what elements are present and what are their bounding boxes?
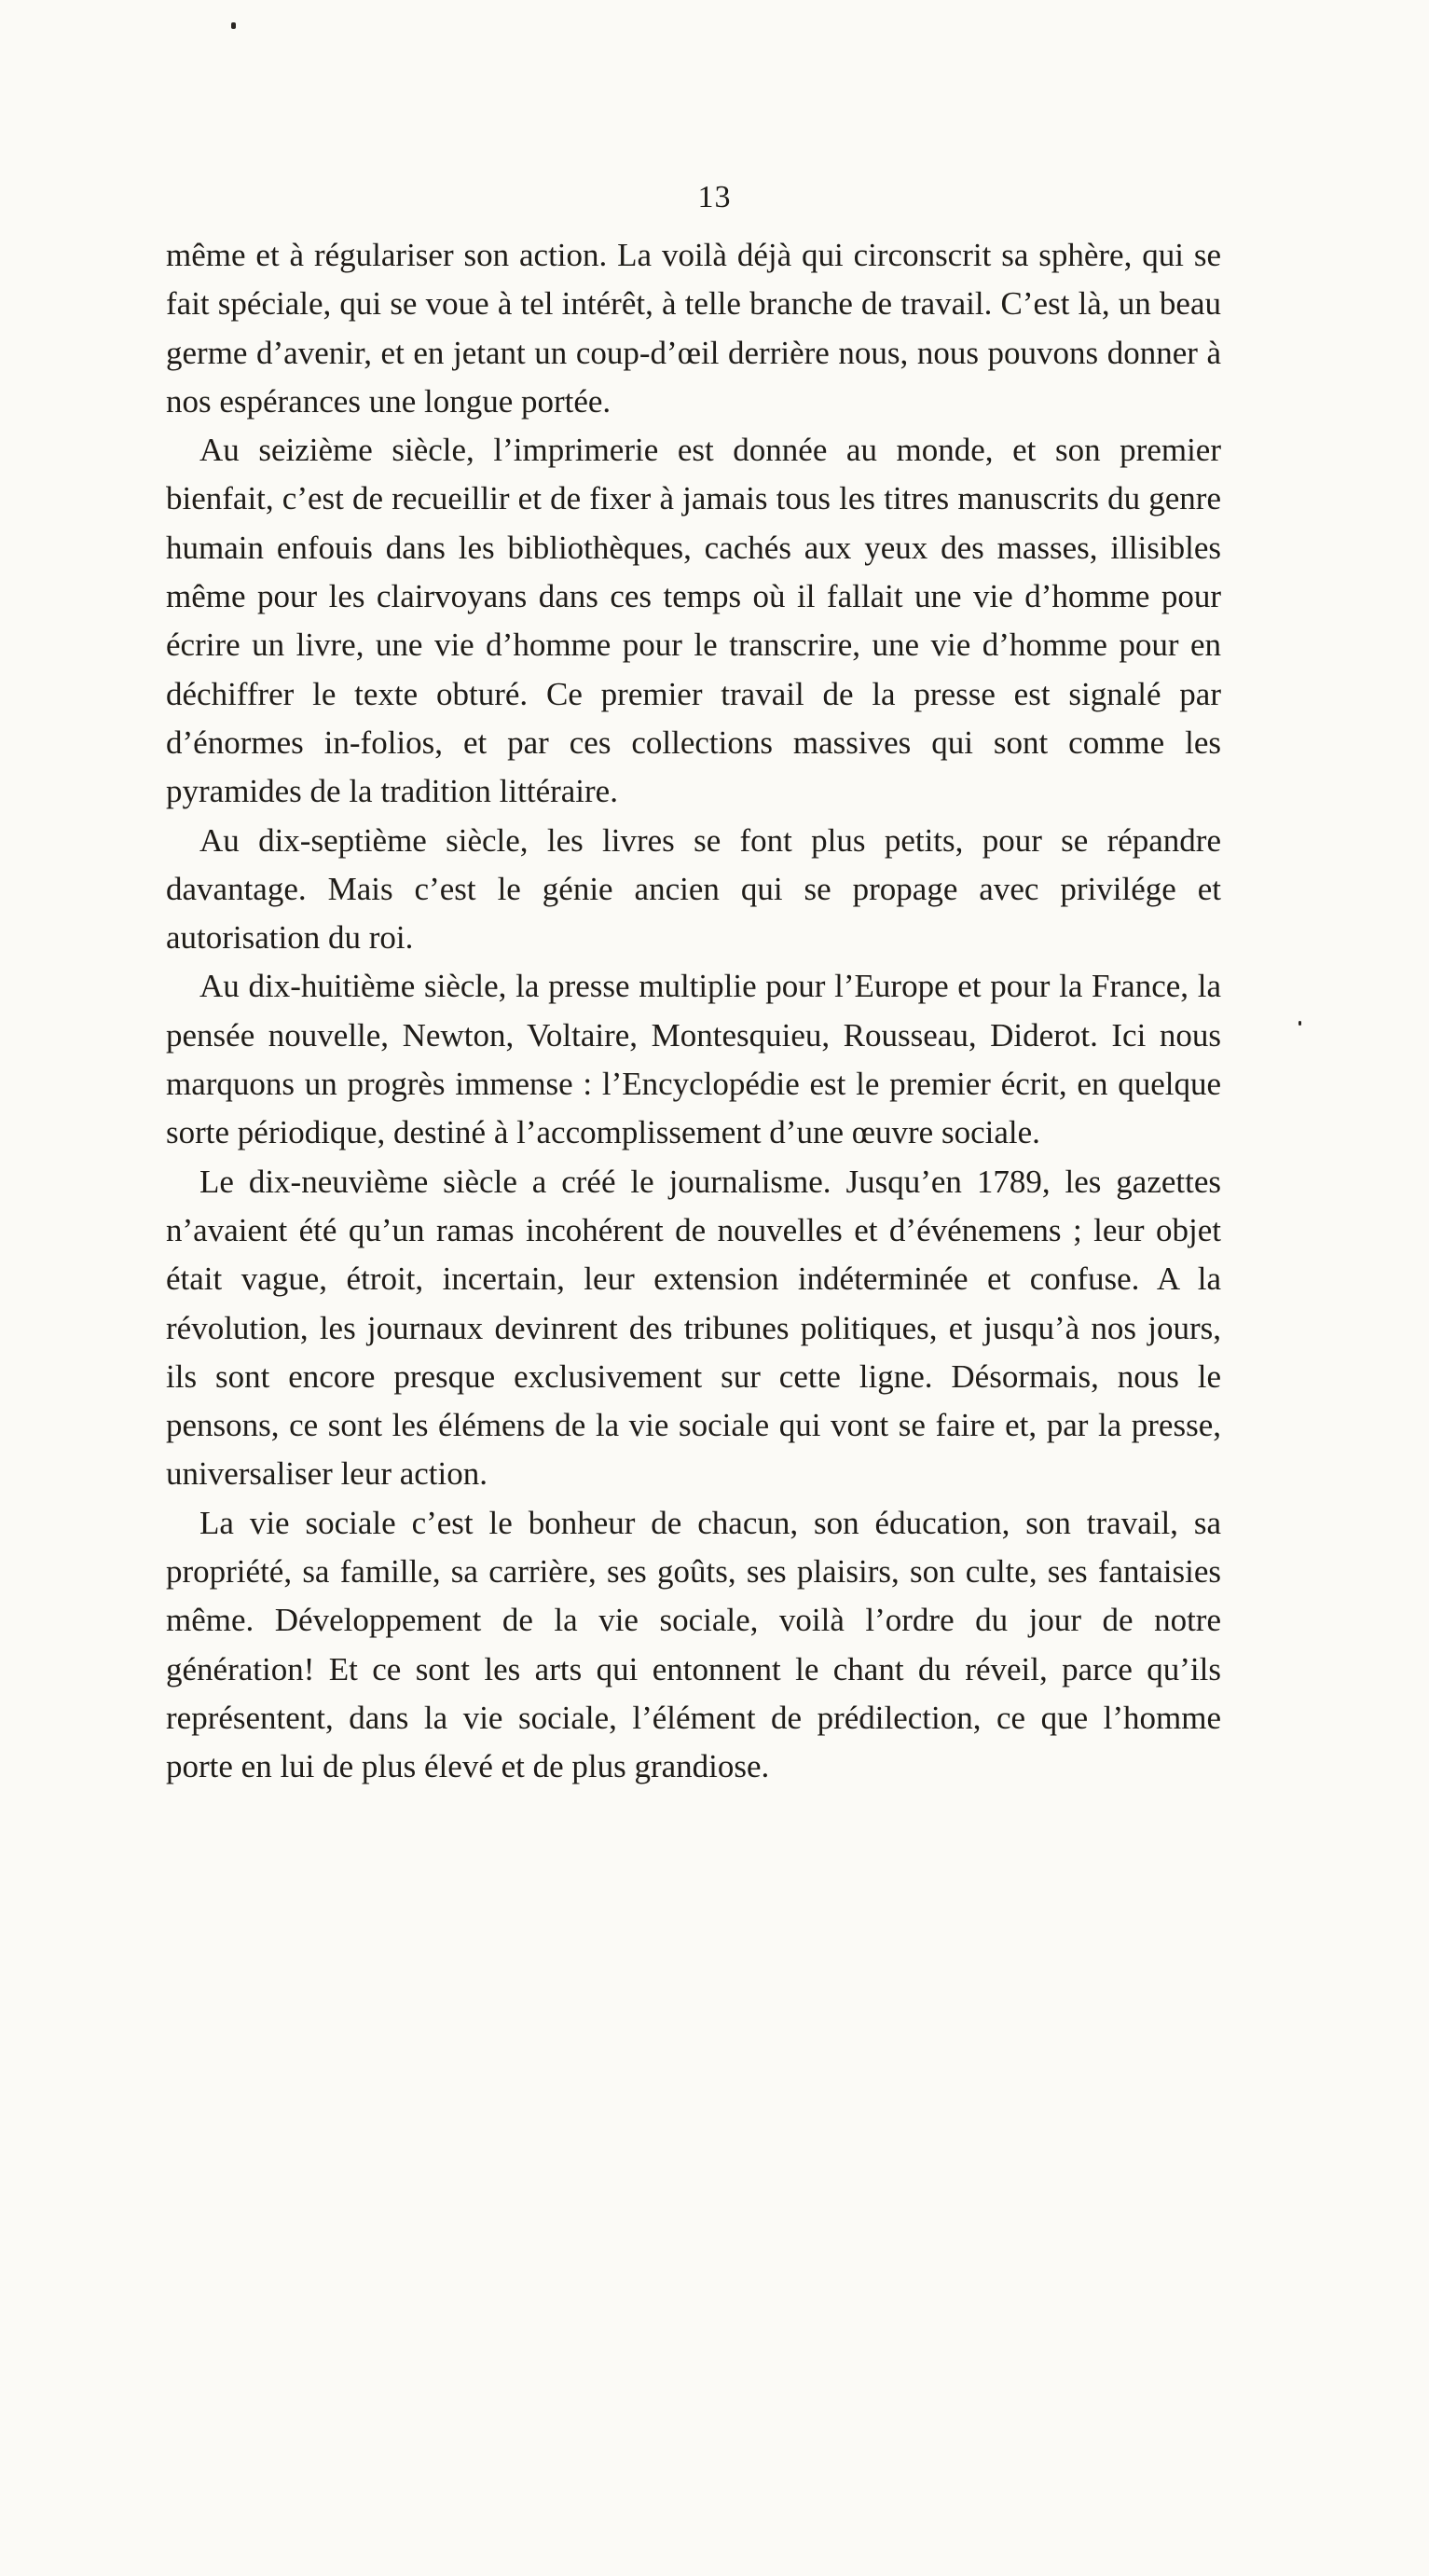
paragraph-seventeenth-century: Au dix-septième siècle, les livres se font plus petits, pour se répandre davantage. Mais c’est le génie ancien qui se propage avec privilége et autorisation du roi. <box>166 821 1221 957</box>
page-number: 13 <box>697 180 732 214</box>
paragraph-eighteenth-century: Au dix-huitième siècle, la presse multiplie pour l’Europe et pour la France, la pensée nouvelle, Newton, Voltaire, Montesquieu, Rousseau, Diderot. Ici nous marquons un progrès immense : l’Encyclopédie est le premier écrit, en quelque sorte périodique, destiné à l’accomplissement d’une œuvre sociale. <box>166 968 1221 1151</box>
paragraph-social-life: La vie sociale c’est le bonheur de chacun, son éducation, son travail, sa propriété, sa famille, sa carrière, ses goûts, ses plaisirs, son culte, ses fantaisies même. Développement de la vie sociale, voilà l’ordre du jour de notre génération! Et ce sont les arts qui entonnent le chant du réveil, parce qu’ils représentent, dans la vie sociale, l’élément de prédilection, ce que l’homme porte en lui de plus élevé et de plus grandiose. <box>166 1504 1221 1785</box>
paragraph-continuation: même et à régulariser son action. La voilà déjà qui circonscrit sa sphère, qui se fait spéciale, qui se voue à tel intérêt, à telle branche de travail. C’est là, un beau germe d’avenir, et en jetant un coup-d’œil derrière nous, nous pouvons donner à nos espérances une longue portée. <box>166 237 1221 420</box>
ink-speck <box>231 22 236 29</box>
body-text <box>166 231 1221 1792</box>
paragraph-nineteenth-century: Le dix-neuvième siècle a créé le journalisme. Jusqu’en 1789, les gazettes n’avaient été qu’un ramas incohérent de nouvelles et d’événemens ; leur objet était vague, étroit, incertain, leur extension indéterminée et confuse. A la révolution, les journaux devinrent des tribunes politiques, et jusqu’à nos jours, ils sont encore presque exclusivement sur cette ligne. Désormais, nous le pensons, ce sont les élémens de la vie sociale qui vont se faire et, par la presse, universaliser leur action. <box>166 1163 1221 1493</box>
paragraph-sixteenth-century: Au seizième siècle, l’imprimerie est donnée au monde, et son premier bienfait, c’est de recueillir et de fixer à jamais tous les titres manuscrits du genre humain enfouis dans les bibliothèques, cachés aux yeux des masses, illisibles même pour les clairvoyans dans ces temps où il fallait une vie d’homme pour écrire un livre, une vie d’homme pour le transcrire, une vie d’homme pour en déchiffrer le texte obturé. Ce premier travail de la presse est signalé par d’énormes in-folios, et par ces collections massives qui sont comme les pyramides de la tradition littéraire. <box>166 432 1221 810</box>
ink-speck <box>1298 1021 1301 1026</box>
